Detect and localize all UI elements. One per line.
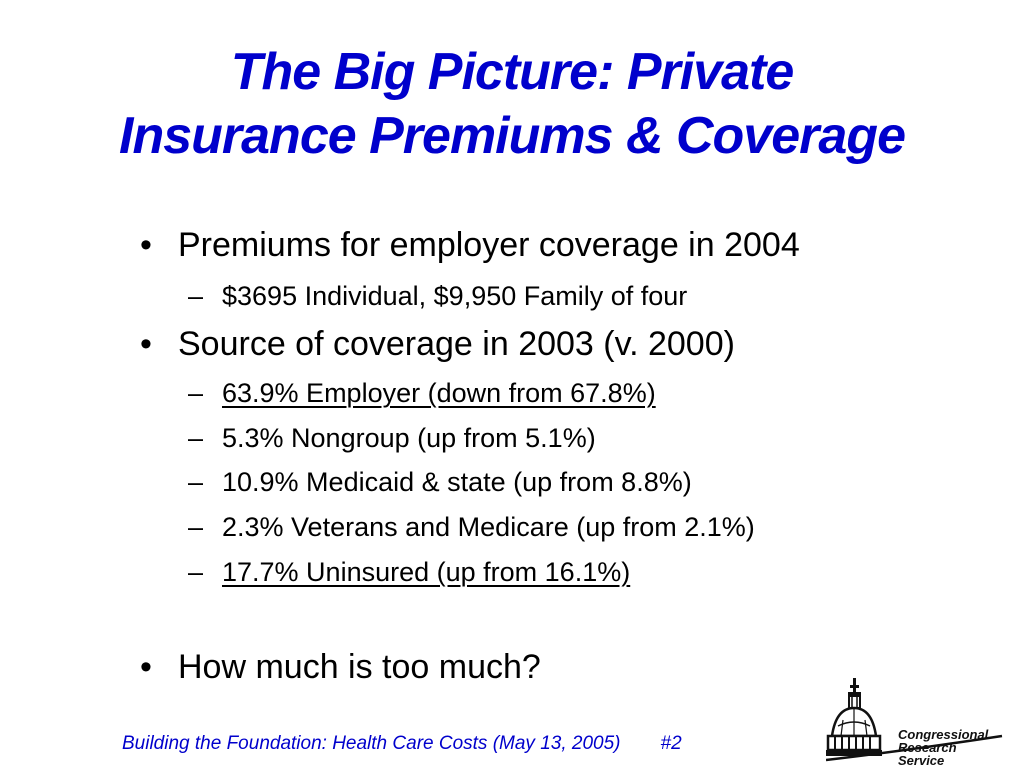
dash-marker: – [188,557,204,587]
logo-wordmark [898,728,988,767]
bullet-text: How much is too much? [178,648,541,686]
dash-marker: – [188,378,204,408]
bullet-marker: • [140,325,152,363]
slide-title-line1: The Big Picture: Private [230,43,794,101]
sub-bullet-text: 5.3% Nongroup (up from 5.1%) [222,423,596,453]
sub-bullet-text: 10.9% Medicaid & state (up from 8.8%) [222,467,692,497]
bullet-marker: • [140,226,152,264]
bullet-text: Premiums for employer coverage in 2004 [178,226,800,264]
sub-bullet-text: 63.9% Employer (down from 67.8%) [222,378,656,408]
slide-footer [122,733,682,755]
sub-bullet-text: 2.3% Veterans and Medicare (up from 2.1%) [222,512,755,542]
footer-caption: Building the Foundation: Health Care Costs (May 13, 2005) [122,733,621,754]
bullet-text: Source of coverage in 2003 (v. 2000) [178,325,735,363]
sub-bullet-text: $3695 Individual, $9,950 Family of four [222,281,688,311]
logo-line2: Research [898,740,957,755]
dash-marker: – [188,512,204,542]
bullet-marker: • [140,648,152,686]
slide-number: #2 [660,733,682,754]
slide-title-line2: Insurance Premiums & Coverage [119,107,905,165]
logo-line3: Service [898,753,945,768]
logo-line1: Congressional [898,727,989,742]
dash-marker: – [188,423,204,453]
sub-bullet-text: 17.7% Uninsured (up from 16.1%) [222,557,631,587]
dash-marker: – [188,467,204,497]
dash-marker: – [188,281,204,311]
